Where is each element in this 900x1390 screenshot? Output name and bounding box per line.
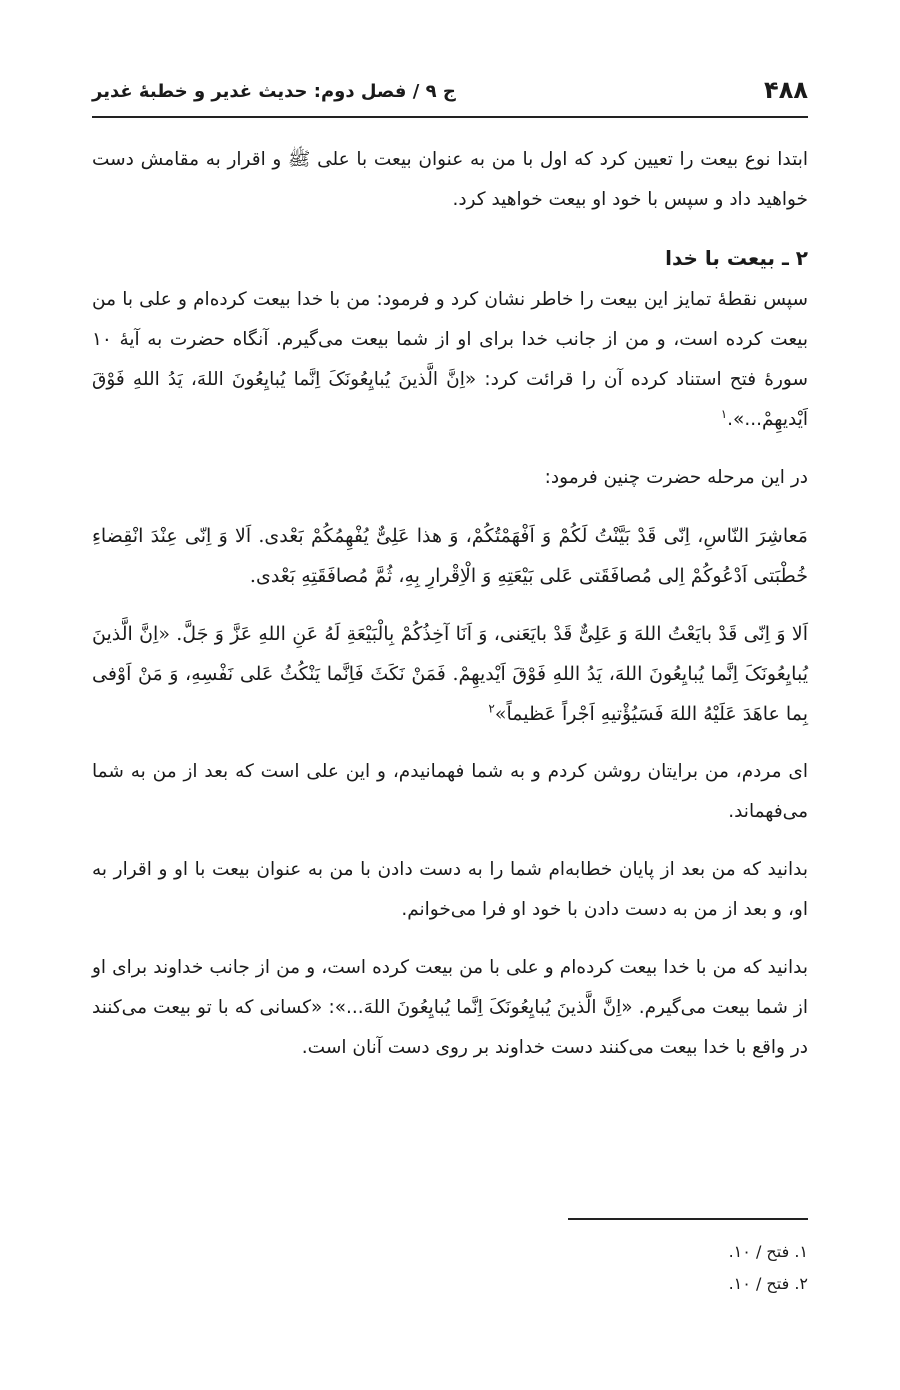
- paragraph-8: بدانید که من با خدا بیعت کرده‌ام و علی با من بیعت کرده است، و من از جانب خداوند برای او از شما بیعت می‌گیرم. «اِنَّ الَّذینَ یُبایِعُونَکَ اِنَّما یُبایِعُونَ اللهَ...»: «کسانی که با تو بیعت می‌کنند در واقع با خدا بیعت می‌کنند دست خداوند بر روی دست آنان است.: [92, 957, 808, 1058]
- footnote-1: ۱. فتح / ۱۰.: [728, 1242, 808, 1261]
- page-body: [92, 140, 808, 1068]
- paragraph-3: در این مرحله حضرت چنین فرمود:: [544, 467, 808, 488]
- arabic-quote-1: مَعاشِرَ النّاسِ، اِنّی قَدْ بَیَّنْتُ لَکُمْ وَ اَفْهَمْتُکُمْ، وَ هذا عَلِیٌّ یُفْهِمُکُمْ بَعْدی. اَلا وَ اِنّی عِنْدَ انْقِضاءِ خُطْبَتی اَدْعُوکُمْ اِلی مُصافَقَتی عَلی بَیْعَتِهِ وَ الْاِقْرارِ بِهِ، ثُمَّ مُصافَقَتِهِ بَعْدی.: [92, 525, 808, 587]
- page-number: ۴۸۸: [764, 76, 808, 104]
- arabic-quote-2: [92, 614, 808, 734]
- paragraph-6: ای مردم، من برایتان روشن کردم و به شما فهمانیدم، و این علی است که بعد از من به شما می‌فهماند.: [92, 761, 808, 822]
- page-header: [92, 72, 808, 118]
- section-heading: ۲ ـ بیعت با خدا: [665, 246, 808, 270]
- paragraph-2: [92, 280, 808, 440]
- footnotes: [92, 1236, 808, 1300]
- footnote-2: ۲. فتح / ۱۰.: [728, 1274, 808, 1293]
- footnote-ref-1: ۱: [720, 406, 728, 421]
- footnote-divider: [568, 1218, 808, 1220]
- paragraph-7: بدانید که من بعد از پایان خطابه‌ام شما را به دست دادن با من به عنوان بیعت با او و اقرار به او، و بعد از من به دست دادن با خود او فرا می‌خوانم.: [92, 859, 808, 920]
- arabic-quote-2-text: اَلا وَ اِنّی قَدْ بایَعْتُ اللهَ وَ عَلِیٌّ قَدْ بایَعَنی، وَ اَنَا آخِذُکُمْ بِالْبَیْعَةِ لَهُ عَنِ اللهِ عَزَّ وَ جَلَّ. «اِنَّ الَّذینَ یُبایِعُونَکَ اِنَّما یُبایِعُونَ اللهَ، یَدُ اللهِ فَوْقَ اَیْدیهِمْ. فَمَنْ نَکَثَ فَاِنَّما یَنْکُثُ عَلی نَفْسِهِ، وَ مَنْ اَوْفی بِما عاهَدَ عَلَیْهُ اللهَ فَسَیُؤْتیهِ اَجْراً عَظیماً»: [92, 623, 808, 725]
- footnote-ref-2: ۲: [488, 701, 495, 716]
- paragraph-1: ابتدا نوع بیعت را تعیین کرد که اول با من به عنوان بیعت با علی ﷺ و اقرار به مقامش دست خواهید داد و سپس با خود او بیعت خواهید کرد.: [92, 149, 808, 210]
- paragraph-2-text: سپس نقطهٔ تمایز این بیعت را خاطر نشان کرد و فرمود: من با خدا بیعت کرده‌ام و علی با من بیعت کرده است، و من از جانب خدا برای او از شما بیعت می‌گیرم. آنگاه حضرت به آیهٔ ۱۰ سورهٔ فتح استناد کرده آن را قرائت کرد: «اِنَّ الَّذینَ یُبایِعُونَکَ اِنَّما یُبایِعُونَ اللهَ، یَدُ اللهِ فَوْقَ اَیْدیهِمْ...».: [92, 289, 808, 430]
- running-title: ج ۹ / فصل دوم: حدیث غدیر و خطبهٔ غدیر: [92, 81, 456, 102]
